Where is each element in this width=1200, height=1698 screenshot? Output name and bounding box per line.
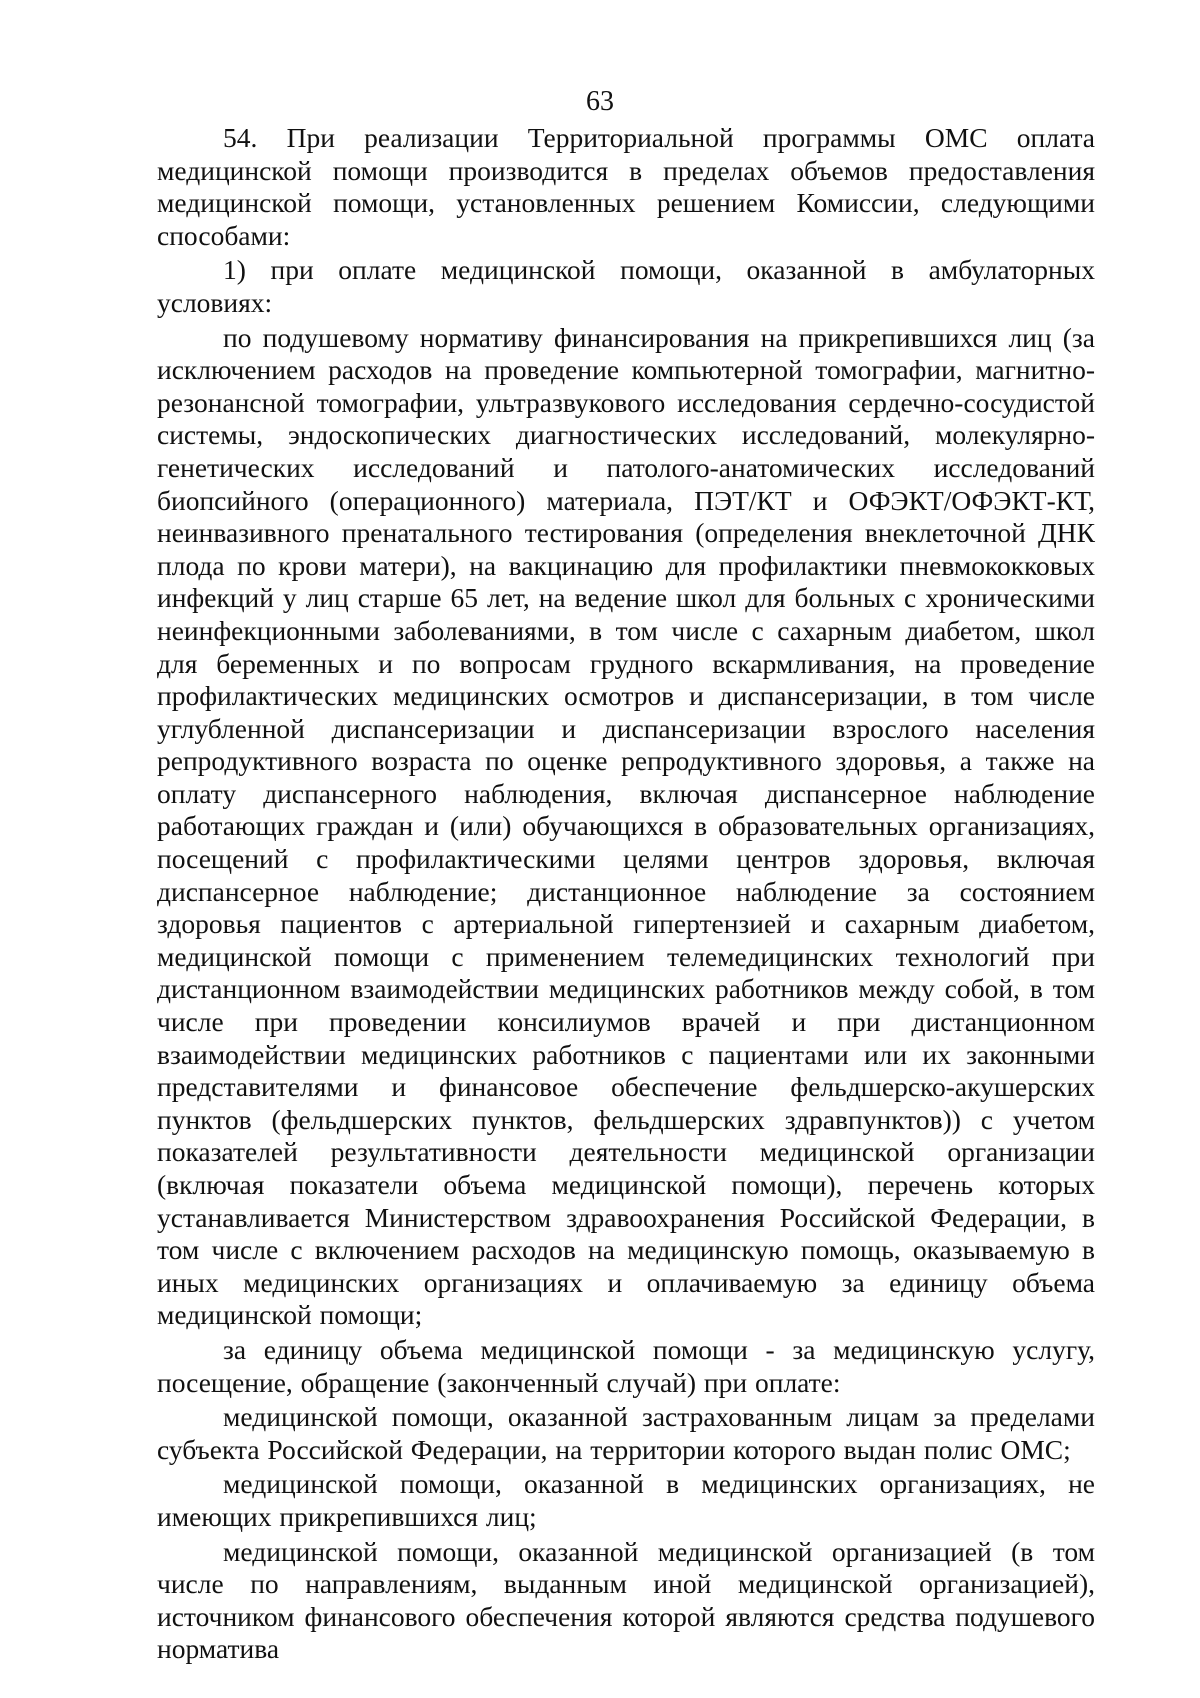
paragraph-item-54: 54. При реализации Территориальной программы ОМС оплата медицинской помощи производится в пределах объемов предоставления медицинской помощи, установленных решением Комиссии, следующими способами: bbox=[157, 122, 1095, 251]
paragraph-per-capita-financing: по подушевому нормативу финансирования на прикрепившихся лиц (за исключением расходов на проведение компьютерной томографии, магнитно-резонансной томографии, ультразвукового исследования сердечно-сосудистой системы, эндоскопических диагностических исследований, молекулярно-генетических исследований и патолого-анатомических исследований биопсийного (операционного) материала, ПЭТ/КТ и ОФЭКТ/ОФЭКТ-КТ, неинвазивного пренатального тестирования (определения внеклеточной ДНК плода по крови матери), на вакцинацию для профилактики пневмококковых инфекций у лиц старше 65 лет, на ведение школ для больных с хроническими неинфекционными заболеваниями, в том числе с сахарным диабетом, школ для беременных и по вопросам грудного вскармливания, на проведение профилактических медицинских осмотров и диспансеризации, в том числе углубленной диспансеризации и диспансеризации взрослого населения репродуктивного возраста по оценке репродуктивного здоровья, а также на оплату диспансерного наблюдения, включая диспансерное наблюдение работающих граждан и (или) обучающихся в образовательных организациях, посещений с профилактическими целями центров здоровья, включая диспансерное наблюдение; дистанционное наблюдение за состоянием здоровья пациентов с артериальной гипертензией и сахарным диабетом, медицинской помощи с применением телемедицинских технологий при дистанционном взаимодействии медицинских работников между собой, в том числе при проведении консилиумов врачей и при дистанционном взаимодействии медицинских работников с пациентами или их законными представителями и финансовое обеспечение фельдшерско-акушерских пунктов (фельдшерских пунктов, фельдшерских здравпунктов)) с учетом показателей результативности деятельности медицинской организации (включая показатели объема медицинской помощи), перечень которых устанавливается Министерством здравоохранения Российской Федерации, в том числе с включением расходов на медицинскую помощь, оказываемую в иных медицинских организациях и оплачиваемую за единицу объема медицинской помощи; bbox=[157, 321, 1095, 1331]
document-body bbox=[157, 122, 1095, 1666]
paragraph-subitem-1: 1) при оплате медицинской помощи, оказанной в амбулаторных условиях: bbox=[157, 254, 1095, 318]
paragraph-referral-care: медицинской помощи, оказанной медицинской организацией (в том числе по направлениям, выданным иной медицинской организацией), источником финансового обеспечения которой являются средства подушевого норматива bbox=[157, 1535, 1095, 1665]
paragraph-outside-region: медицинской помощи, оказанной застрахованным лицам за пределами субъекта Российской Федерации, на территории которого выдан полис ОМС; bbox=[157, 1401, 1095, 1465]
page-number: 63 bbox=[586, 86, 614, 117]
paragraph-no-attached-persons: медицинской помощи, оказанной в медицинских организациях, не имеющих прикрепившихся лиц; bbox=[157, 1468, 1095, 1532]
paragraph-per-unit-volume: за единицу объема медицинской помощи - за медицинскую услугу, посещение, обращение (законченный случай) при оплате: bbox=[157, 1333, 1095, 1398]
